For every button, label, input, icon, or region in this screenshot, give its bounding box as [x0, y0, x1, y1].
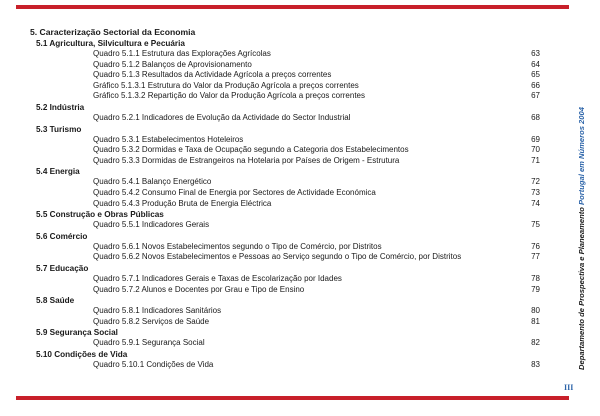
department-name: Departamento de Prospectiva e Planeamento — [577, 207, 586, 370]
toc-entry[interactable] — [30, 242, 540, 253]
toc-entry[interactable] — [30, 177, 540, 188]
toc-entry-label: Quadro 5.2.1 Indicadores de Evolução da Actividade do Sector Industrial — [93, 112, 351, 122]
toc-entry[interactable] — [30, 360, 540, 371]
toc-entry[interactable] — [30, 91, 540, 102]
toc-entry-label: Quadro 5.5.1 Indicadores Gerais — [93, 220, 210, 230]
toc-entry[interactable] — [30, 145, 540, 156]
toc-entry-label: Quadro 5.7.2 Alunos e Docentes por Grau e Tipo de Ensino — [93, 284, 305, 294]
toc-entry-page: 78 — [531, 273, 540, 283]
toc-entry[interactable] — [30, 188, 540, 199]
toc-sections — [30, 38, 540, 370]
page-number: III — [564, 383, 574, 392]
toc-entry-label: Quadro 5.9.1 Segurança Social — [93, 338, 205, 348]
toc-entry[interactable] — [30, 317, 540, 328]
toc-entry-label: Quadro 5.7.1 Indicadores Gerais e Taxas de Escolarização por Idades — [93, 273, 342, 283]
toc-entry-page: 80 — [531, 306, 540, 316]
toc-entry-label: Quadro 5.1.2 Balanços de Aprovisionamento — [93, 59, 252, 69]
toc-entry-page: 69 — [531, 134, 540, 144]
toc-entry-page: 83 — [531, 359, 540, 369]
bottom-red-rule — [16, 396, 569, 400]
toc-entry-page: 64 — [531, 59, 540, 69]
toc-entry-page: 65 — [531, 70, 540, 80]
toc-entry[interactable] — [30, 220, 540, 231]
section-heading: 5.7 Educação — [36, 263, 89, 273]
toc-entry[interactable] — [30, 156, 540, 167]
section-heading: 5.10 Condições de Vida — [36, 349, 128, 359]
section-heading: 5.8 Saúde — [36, 296, 75, 306]
toc-entry-page: 81 — [531, 316, 540, 326]
toc-entry-page: 71 — [531, 155, 540, 165]
toc-entry[interactable] — [30, 49, 540, 60]
toc-entry-label: Quadro 5.3.2 Dormidas e Taxa de Ocupação segundo a Categoria dos Estabelecimentos — [93, 145, 409, 155]
section-heading: 5.6 Comércio — [36, 231, 88, 241]
toc-entry-page: 77 — [531, 252, 540, 262]
toc-entry-page: 63 — [531, 49, 540, 58]
toc-entry[interactable] — [30, 338, 540, 349]
section-heading: 5.3 Turismo — [36, 124, 82, 134]
toc-entry-label: Quadro 5.4.2 Consumo Final de Energia por Sectores de Actividade Económica — [93, 187, 376, 197]
toc-entry-page: 72 — [531, 177, 540, 187]
toc-entry-page: 68 — [531, 112, 540, 122]
toc-entry[interactable] — [30, 199, 540, 210]
toc-entry-page: 82 — [531, 338, 540, 348]
toc-entry[interactable] — [30, 274, 540, 285]
toc-entry-page: 70 — [531, 145, 540, 155]
chapter-title: 5. Caracterização Sectorial da Economia — [30, 27, 196, 37]
toc-entry-label: Quadro 5.3.3 Dormidas de Estrangeiros na Hotelaria por Países de Origem - Estrutura — [93, 155, 400, 165]
toc-entry[interactable] — [30, 285, 540, 296]
toc-entry-page: 74 — [531, 198, 540, 208]
section-heading: 5.4 Energia — [36, 167, 80, 177]
toc-entry[interactable] — [30, 81, 540, 92]
top-red-rule — [16, 5, 569, 9]
toc-entry-label: Quadro 5.1.3 Resultados da Actividade Agrícola a preços correntes — [93, 70, 332, 80]
toc-entry-label: Quadro 5.8.2 Serviços de Saúde — [93, 316, 210, 326]
toc-entry-label: Gráfico 5.1.3.2 Repartição do Valor da Produção Agrícola a preços correntes — [93, 91, 366, 101]
toc-entry-page: 66 — [531, 80, 540, 90]
toc-entry-page: 73 — [531, 187, 540, 197]
toc-entry[interactable] — [30, 60, 540, 71]
toc-entry[interactable] — [30, 252, 540, 263]
toc-entry[interactable] — [30, 113, 540, 124]
toc-entry-label: Quadro 5.1.1 Estrutura das Explorações Agrícolas — [93, 49, 271, 58]
section-heading: 5.1 Agricultura, Silvicultura e Pecuária — [36, 39, 185, 48]
toc-entry[interactable] — [30, 306, 540, 317]
toc-entry[interactable] — [30, 70, 540, 81]
toc-entry-label: Gráfico 5.1.3.1 Estrutura do Valor da Produção Agrícola a preços correntes — [93, 80, 359, 90]
section-heading: 5.5 Construção e Obras Públicas — [36, 210, 164, 220]
toc-entry[interactable] — [30, 135, 540, 146]
toc-entry-label: Quadro 5.8.1 Indicadores Sanitários — [93, 306, 222, 316]
toc-entry-label: Quadro 5.6.1 Novos Estabelecimentos segundo o Tipo de Comércio, por Distritos — [93, 241, 382, 251]
toc-entry-label: Quadro 5.3.1 Estabelecimentos Hoteleiros — [93, 134, 244, 144]
side-running-header — [577, 107, 586, 370]
publication-name: Portugal em Números 2004 — [577, 107, 586, 205]
section-heading: 5.2 Indústria — [36, 102, 85, 112]
toc-entry-label: Quadro 5.10.1 Condições de Vida — [93, 359, 214, 369]
section-heading: 5.9 Segurança Social — [36, 328, 118, 338]
toc-entry-label: Quadro 5.6.2 Novos Estabelecimentos e Pessoas ao Serviço segundo o Tipo de Comércio, por Distritos — [93, 252, 462, 262]
toc-entry-page: 67 — [531, 91, 540, 101]
toc-entry-page: 79 — [531, 284, 540, 294]
table-of-contents — [30, 26, 540, 370]
toc-entry-label: Quadro 5.4.3 Produção Bruta de Energia Eléctrica — [93, 198, 272, 208]
toc-entry-label: Quadro 5.4.1 Balanço Energético — [93, 177, 212, 187]
toc-entry-page: 75 — [531, 220, 540, 230]
toc-entry-page: 76 — [531, 241, 540, 251]
